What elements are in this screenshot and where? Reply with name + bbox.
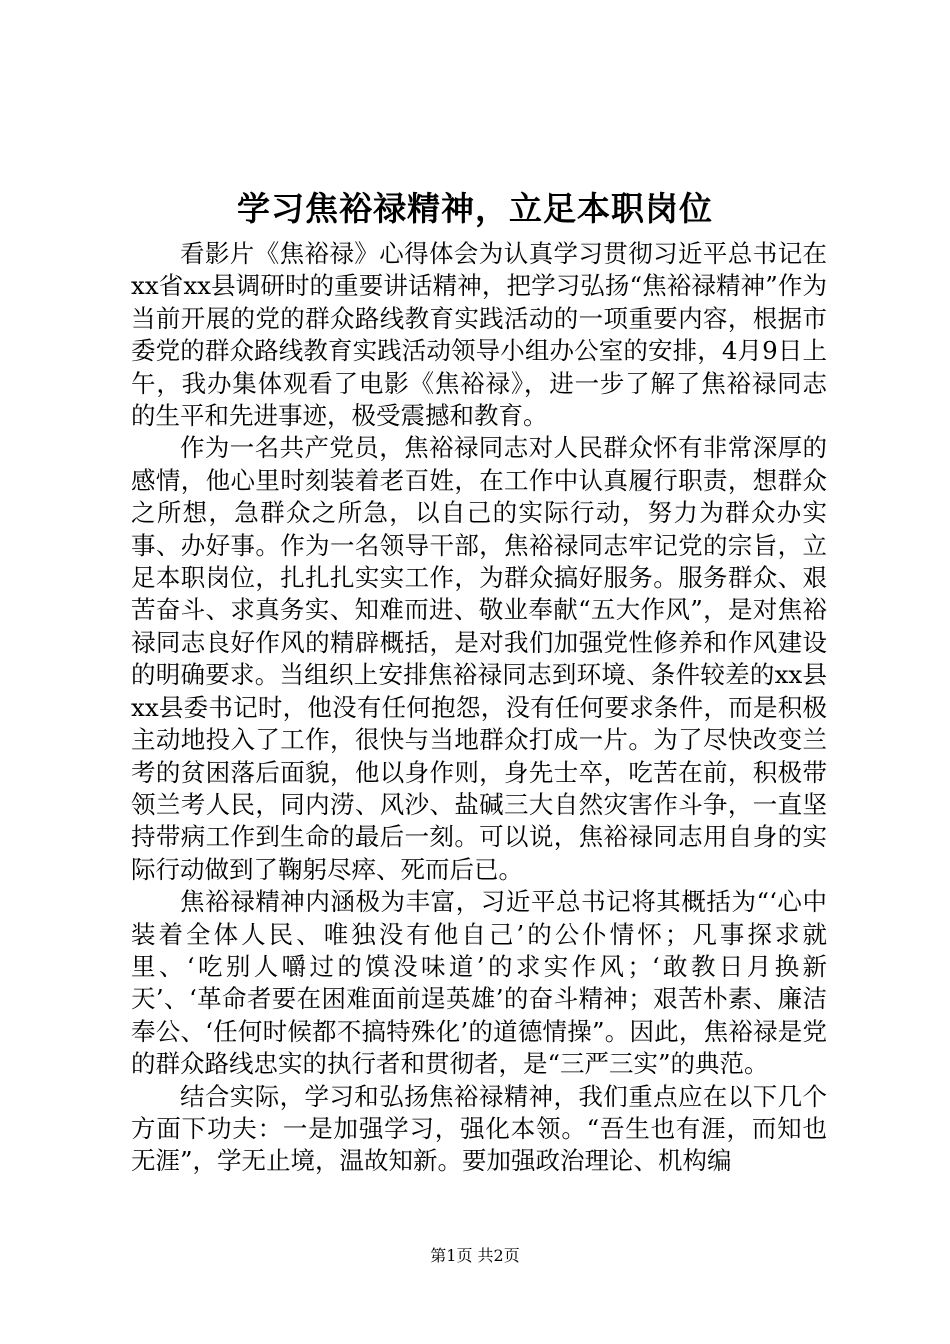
paragraph: 看影片《焦裕禄》心得体会为认真学习贯彻习近平总书记在xx省xx县调研时的重要讲话精神，把学习弘扬“焦裕禄精神”作为当前开展的党的群众路线教育实践活动的一项重要内容，根据市委党的群众路线教育实践活动领导小组办公室的安排，4月9日上午，我办集体观看了电影《焦裕禄》，进一步了解了焦裕禄同志的生平和先进事迹，极受震撼和教育。 (131, 239, 827, 431)
page-footer: 第1页 共2页 (430, 1246, 520, 1265)
document-body (131, 238, 827, 1178)
paragraph: 作为一名共产党员，焦裕禄同志对人民群众怀有非常深厚的感情，他心里时刻装着老百姓，在工作中认真履行职责，想群众之所想，急群众之所急，以自己的实际行动，努力为群众办实事、办好事。作为一名领导干部，焦裕禄同志牢记党的宗旨，立足本职岗位，扎扎扎实实工作，为群众搞好服务。服务群众、艰苦奋斗、求真务实、知难而进、敬业奉献“五大作风”，是对焦裕禄同志良好作风的精辟概括，是对我们加强党性修养和作风建设的明确要求。当组织上安排焦裕禄同志到环境、条件较差的xx县xx县委书记时，他没有任何抱怨，没有任何要求条件，而是积极主动地投入了工作，很快与当地群众打成一片。为了尽快改变兰考的贫困落后面貌，他以身作则，身先士卒，吃苦在前，积极带领兰考人民，同内涝、风沙、盐碱三大自然灾害作斗争，一直坚持带病工作到生命的最后一刻。可以说，焦裕禄同志用自身的实际行动做到了鞠躬尽瘁、死而后已。 (131, 433, 827, 884)
paragraph: 结合实际，学习和弘扬焦裕禄精神，我们重点应在以下几个方面下功夫：一是加强学习，强化本领。“吾生也有涯，而知也无涯”，学无止境，温故知新。要加强政治理论、机构编 (131, 1081, 827, 1176)
document-title: 学习焦裕禄精神，立足本职岗位 (237, 189, 713, 228)
paragraph: 焦裕禄精神内涵极为丰富，习近平总书记将其概括为“‘心中装着全体人民、唯独没有他自己’的公仆情怀；凡事探求就里、‘吃别人嚼过的馍没味道’的求实作风；‘敢教日月换新天’、‘革命者要在困难面前逞英雄’的奋斗精神；艰苦朴素、廉洁奉公、‘任何时候都不搞特殊化’的道德情操”。因此，焦裕禄是党的群众路线忠实的执行者和贯彻者，是“三严三实”的典范。 (131, 887, 827, 1079)
